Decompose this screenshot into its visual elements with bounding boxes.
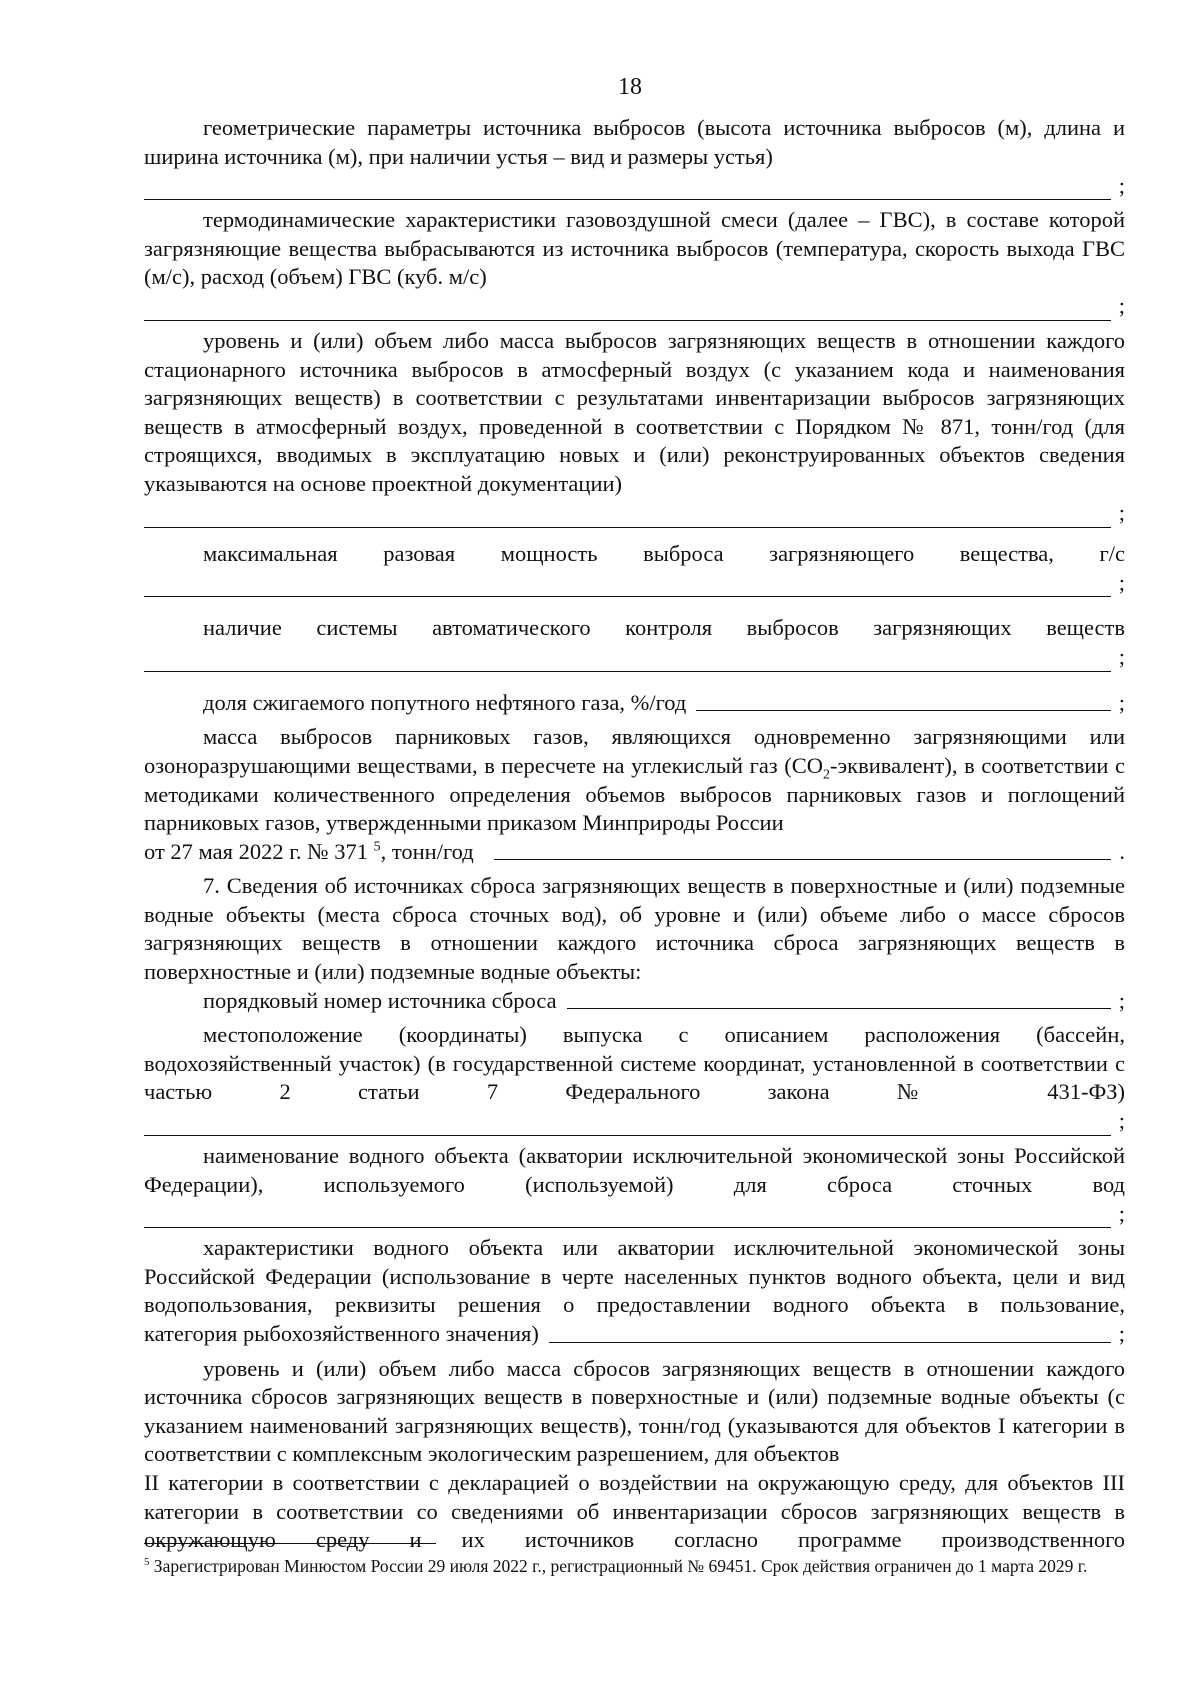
semicolon: ; <box>1118 1321 1125 1346</box>
blank-line <box>144 181 1111 200</box>
fill-line <box>144 643 1125 672</box>
paragraph-discharge-level-continued: II категории в соответствии с декларацией о воздействии на окружающую среду, для объектов III категории в соответствии со сведениями об инвентаризации сбросов загрязняющих веществ в окружающую среду и их источников согласно программе производственного <box>144 1469 1125 1553</box>
semicolon: ; <box>1118 644 1125 670</box>
associated-gas-label: доля сжигаемого попутного нефтяного газа, %/год <box>203 689 687 715</box>
blank-line <box>494 858 1111 860</box>
footnote-separator <box>144 1543 436 1544</box>
page-number: 18 <box>618 74 642 100</box>
semicolon: ; <box>1118 569 1125 595</box>
blank-line <box>144 302 1111 321</box>
blank-line <box>567 1007 1111 1009</box>
paragraph-associated-gas <box>144 689 1125 718</box>
fill-line <box>144 499 1125 528</box>
paragraph-item-7: 7. Сведения об источниках сброса загрязняющих веществ в поверхностные и (или) подземные водные объекты (места сброса сточных вод), об уровне и (или) объеме либо о массе сбросов загрязняющих веществ в отношении каждого источника сброса загрязняющих веществ в поверхностные и (или) подземные водные объекты: <box>144 873 1125 985</box>
semicolon: ; <box>1118 987 1125 1013</box>
fill-line <box>144 1107 1125 1136</box>
blank-line <box>144 1117 1111 1136</box>
semicolon: ; <box>1118 499 1125 525</box>
paragraph-greenhouse-gases: масса выбросов парниковых газов, являющихся одновременно загрязняющими или озоноразрушающими веществами, в пересчете на углекислый газ $(CO_2-эквивалент)$, в соответствии с методиками количественного определения объемов выбросов парниковых газов и поглощений парниковых газов, утвержденными приказом Минприроды России <box>144 724 1125 836</box>
greenhouse-order-line: от 27 мая 2022 г. № 371 $^5$, тонн/год . <box>144 838 1125 867</box>
blank-line <box>696 709 1111 711</box>
semicolon: ; <box>1118 172 1125 198</box>
blank-line <box>144 1209 1111 1228</box>
fill-line <box>144 292 1125 321</box>
footnote-text: Зарегистрирован Минюстом России 29 июля 2022 г., регистрационный № 69451. Срок действия ограничен до 1 марта 2029 г. <box>149 1556 1088 1576</box>
semicolon: ; <box>1118 689 1125 715</box>
paragraph-location: местоположение (координаты) выпуска с описанием расположения (бассейн, водохозяйственный участок) (в государственной системе координат, установленной в соответствии с частью 2 статьи 7 Федерального закона № 431-ФЗ) <box>144 1022 1125 1105</box>
paragraph-discharge-level: уровень и (или) объем либо масса сбросов загрязняющих веществ в отношении каждого источника сбросов загрязняющих веществ в поверхностные и (или) подземные водные объекты (с указанием наименований загрязняющих веществ), тонн/год (указываются для объектов I категории в соответствии с комплексным экологическим разрешением, для объектов <box>144 1355 1125 1467</box>
blank-line <box>144 509 1111 528</box>
footnote-ref[interactable]: 5 <box>373 839 381 855</box>
fill-line <box>144 1199 1125 1228</box>
semicolon: ; <box>1118 1200 1125 1226</box>
semicolon: ; <box>1118 293 1125 319</box>
fill-line <box>144 171 1125 200</box>
fill-line <box>144 568 1125 597</box>
fishery-category-label: категория рыбохозяйственного значения) <box>144 1321 539 1346</box>
paragraph-emission-level: уровень и (или) объем либо масса выбросов загрязняющих веществ в отношении каждого стационарного источника выбросов в атмосферный воздух (с указанием кода и наименования загрязняющих веществ) в соответствии с результатами инвентаризации выбросов загрязняющих веществ в атмосферный воздух, проведенной в соответствии с Порядком № 871, тонн/год (для строящихся, вводимых в эксплуатацию новых и (или) реконструированных объектов сведения указываются на основе проектной документации) <box>144 327 1125 496</box>
paragraph-water-body-characteristics: характеристики водного объекта или акватории исключительной экономической зоны Российской Федерации (использование в черте населенных пунктов водного объекта, цели и вид водопользования, реквизиты решения о предоставлении водного объекта в пользование, <box>144 1235 1125 1318</box>
page-content <box>144 114 1125 1555</box>
paragraph-discharge-number <box>144 987 1125 1016</box>
semicolon: ; <box>1118 1108 1125 1134</box>
footnote-mark: 5 <box>144 1556 150 1569</box>
paragraph-thermodynamic: термодинамические характеристики газовоздушной смеси (далее – ГВС), в составе которой загрязняющие вещества выбрасываются из источника выбросов (температура, скорость выхода ГВС (м/с), расход (объем) ГВС (куб. м/с) <box>144 207 1125 290</box>
blank-line <box>144 653 1111 672</box>
footnote <box>144 1555 1125 1577</box>
paragraph-max-emission-power: максимальная разовая мощность выброса загрязняющего вещества, г/с <box>203 540 1125 566</box>
paragraph-geometric-parameters: геометрические параметры источника выбросов (высота источника выбросов (м), длина и ширина источника (м), при наличии устья – вид и размеры устья) <box>144 115 1125 169</box>
discharge-number-label: порядковый номер источника сброса <box>203 987 557 1013</box>
fishery-category-line <box>144 1320 1125 1349</box>
blank-line <box>549 1341 1111 1343</box>
paragraph-water-body-name: наименование водного объекта (акватории исключительной экономической зоны Российской Федерации), используемого (используемой) для сброса сточных вод <box>144 1143 1125 1197</box>
paragraph-auto-control-system: наличие системы автоматического контроля выбросов загрязняющих веществ <box>203 615 1125 641</box>
blank-line <box>144 578 1111 597</box>
period: . <box>1119 838 1125 864</box>
